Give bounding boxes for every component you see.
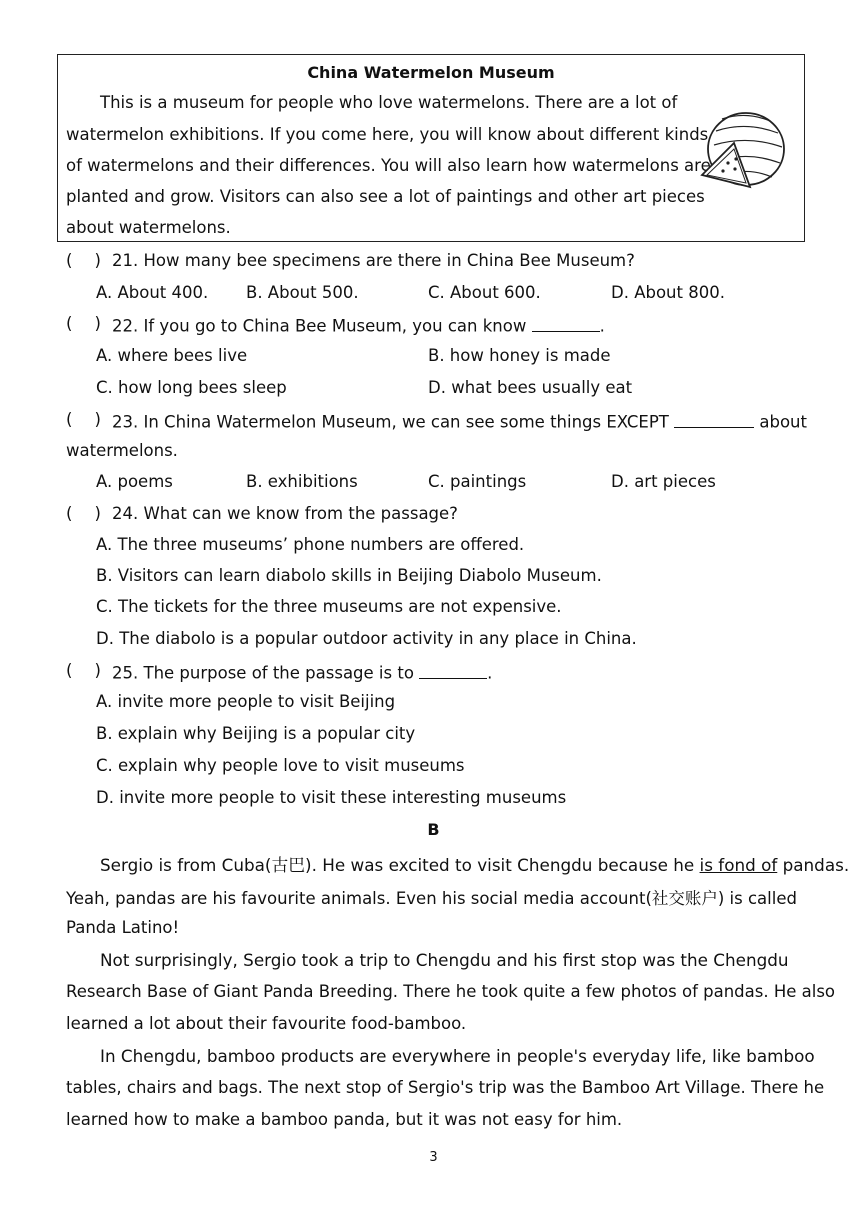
section-heading: B — [427, 820, 440, 839]
option-b[interactable]: B. Visitors can learn diabolo skills in Beijing Diabolo Museum. — [96, 566, 602, 585]
option-d[interactable]: D. art pieces — [611, 472, 716, 491]
underlined-phrase: is fond of — [699, 855, 778, 875]
option-a[interactable]: A. invite more people to visit Beijing — [96, 692, 396, 711]
answer-paren[interactable]: ( ) — [66, 314, 101, 333]
option-c[interactable]: C. how long bees sleep — [96, 378, 287, 397]
option-d[interactable]: D. what bees usually eat — [428, 378, 633, 397]
option-c[interactable]: C. The tickets for the three museums are not expensive. — [96, 597, 562, 616]
passage-line: Panda Latino! — [66, 918, 180, 937]
option-b[interactable]: B. exhibitions — [246, 472, 358, 491]
option-a[interactable]: A. About 400. — [96, 283, 209, 302]
watermelon-slice-icon — [698, 105, 790, 197]
answer-paren[interactable]: ( ) — [66, 251, 101, 270]
passage-line: Not surprisingly, Sergio took a trip to Chengdu and his first stop was the Chengdu — [100, 950, 789, 970]
box-title: China Watermelon Museum — [307, 63, 555, 82]
question-23-stem: 23. In China Watermelon Museum, we can see some things EXCEPT about — [112, 410, 807, 432]
museum-info-box — [57, 54, 805, 242]
passage-line: tables, chairs and bags. The next stop of Sergio's trip was the Bamboo Art Village. There he — [66, 1078, 825, 1097]
option-c[interactable]: C. paintings — [428, 472, 527, 491]
box-line: planted and grow. Visitors can also see a lot of paintings and other art pieces — [66, 187, 705, 206]
option-c[interactable]: C. explain why people love to visit museums — [96, 756, 465, 775]
answer-blank[interactable] — [674, 410, 754, 428]
question-24-stem: 24. What can we know from the passage? — [112, 504, 458, 523]
box-line: of watermelons and their differences. You will also learn how watermelons are — [66, 156, 711, 175]
passage-line: Research Base of Giant Panda Breeding. There he took quite a few photos of pandas. He also — [66, 982, 836, 1001]
box-line: about watermelons. — [66, 218, 231, 237]
box-line: This is a museum for people who love watermelons. There are a lot of — [100, 93, 678, 112]
answer-blank[interactable] — [532, 314, 600, 332]
answer-paren[interactable]: ( ) — [66, 661, 101, 680]
option-a[interactable]: A. poems — [96, 472, 173, 491]
option-d[interactable]: D. About 800. — [611, 283, 725, 302]
passage-line: Sergio is from Cuba(古巴). He was excited to visit Chengdu because he is fond of pandas. — [100, 855, 850, 875]
option-c[interactable]: C. About 600. — [428, 283, 541, 302]
answer-blank[interactable] — [419, 661, 487, 679]
option-d[interactable]: D. The diabolo is a popular outdoor activity in any place in China. — [96, 629, 637, 648]
option-a[interactable]: A. The three museums’ phone numbers are offered. — [96, 535, 525, 554]
question-22-stem: 22. If you go to China Bee Museum, you can know . — [112, 314, 605, 336]
option-b[interactable]: B. explain why Beijing is a popular city — [96, 724, 416, 743]
passage-line: learned a lot about their favourite food-bamboo. — [66, 1014, 467, 1033]
question-21-stem: 21. How many bee specimens are there in China Bee Museum? — [112, 251, 635, 270]
passage-line: learned how to make a bamboo panda, but it was not easy for him. — [66, 1110, 623, 1129]
option-b[interactable]: B. how honey is made — [428, 346, 611, 365]
box-line: watermelon exhibitions. If you come here, you will know about different kinds — [66, 125, 709, 144]
answer-paren[interactable]: ( ) — [66, 410, 101, 429]
option-a[interactable]: A. where bees live — [96, 346, 248, 365]
option-d[interactable]: D. invite more people to visit these interesting museums — [96, 788, 567, 807]
passage-line: In Chengdu, bamboo products are everywhere in people's everyday life, like bamboo — [100, 1046, 815, 1066]
passage-line: Yeah, pandas are his favourite animals. Even his social media account(社交账户) is called — [66, 889, 797, 908]
option-b[interactable]: B. About 500. — [246, 283, 359, 302]
answer-paren[interactable]: ( ) — [66, 504, 101, 523]
question-25-stem: 25. The purpose of the passage is to . — [112, 661, 492, 683]
question-23-continued: watermelons. — [66, 441, 178, 460]
page-number: 3 — [429, 1150, 438, 1165]
